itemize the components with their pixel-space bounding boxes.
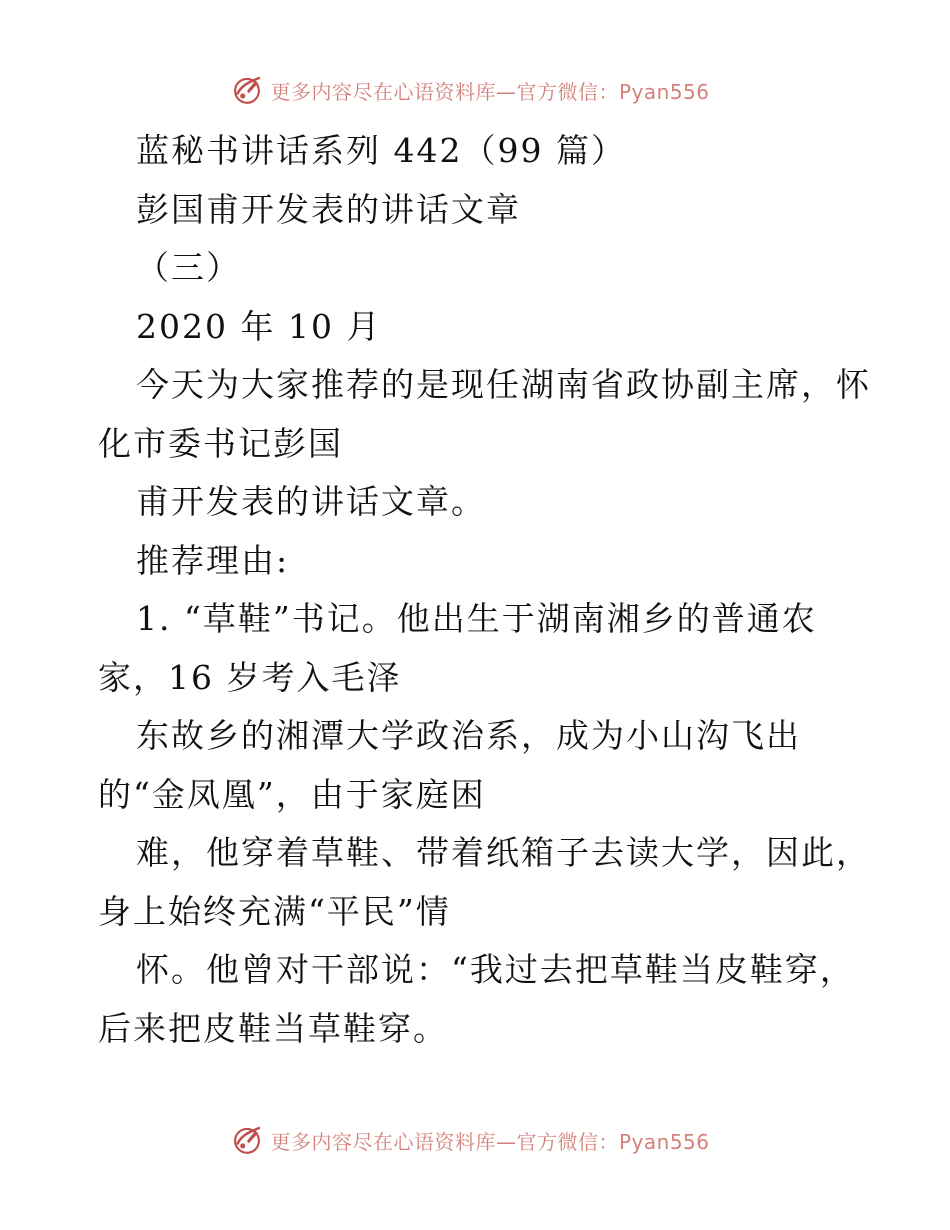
doc-line: 2020 年 10 月 xyxy=(136,306,382,346)
watermark-inner xyxy=(230,1123,709,1157)
doc-line: 1. “草鞋”书记。他出生于湖南湘乡的普通农 xyxy=(136,599,817,638)
watermark-inner xyxy=(230,73,709,107)
footer-watermark xyxy=(0,1120,950,1160)
doc-line: 化市委书记彭国 xyxy=(98,423,343,463)
doc-line: 今天为大家推荐的是现任湖南省政协副主席，怀 xyxy=(136,365,871,404)
doc-line: 身上始终充满“平民”情 xyxy=(98,891,451,931)
doc-line: 东故乡的湘潭大学政治系，成为小山沟飞出 xyxy=(136,716,801,755)
document-body xyxy=(98,122,871,1058)
doc-line: 后来把皮鞋当草鞋穿。 xyxy=(98,1008,448,1048)
doc-line: 甫开发表的讲话文章。 xyxy=(136,482,486,521)
doc-line: 家，16 岁考入毛泽 xyxy=(98,657,402,697)
doc-line: 彭国甫开发表的讲话文章 xyxy=(136,189,521,229)
doc-line: （三） xyxy=(136,248,241,287)
doc-line: 怀。他曾对干部说：“我过去把草鞋当皮鞋穿， xyxy=(136,950,855,989)
doc-line: 蓝秘书讲话系列 442（99 篇） xyxy=(136,131,626,170)
pen-seal-icon xyxy=(230,73,264,107)
watermark-text: 更多内容尽在心语资料库—官方微信：Pyan556 xyxy=(270,1129,710,1154)
doc-line: 的“金凤凰”，由于家庭困 xyxy=(98,774,486,814)
pen-seal-icon xyxy=(230,1123,264,1157)
watermark-text: 更多内容尽在心语资料库—官方微信：Pyan556 xyxy=(270,79,710,104)
header-watermark xyxy=(0,70,950,110)
doc-line: 难，他穿着草鞋、带着纸箱子去读大学，因此， xyxy=(136,833,871,872)
doc-line: 推荐理由: xyxy=(136,540,290,580)
